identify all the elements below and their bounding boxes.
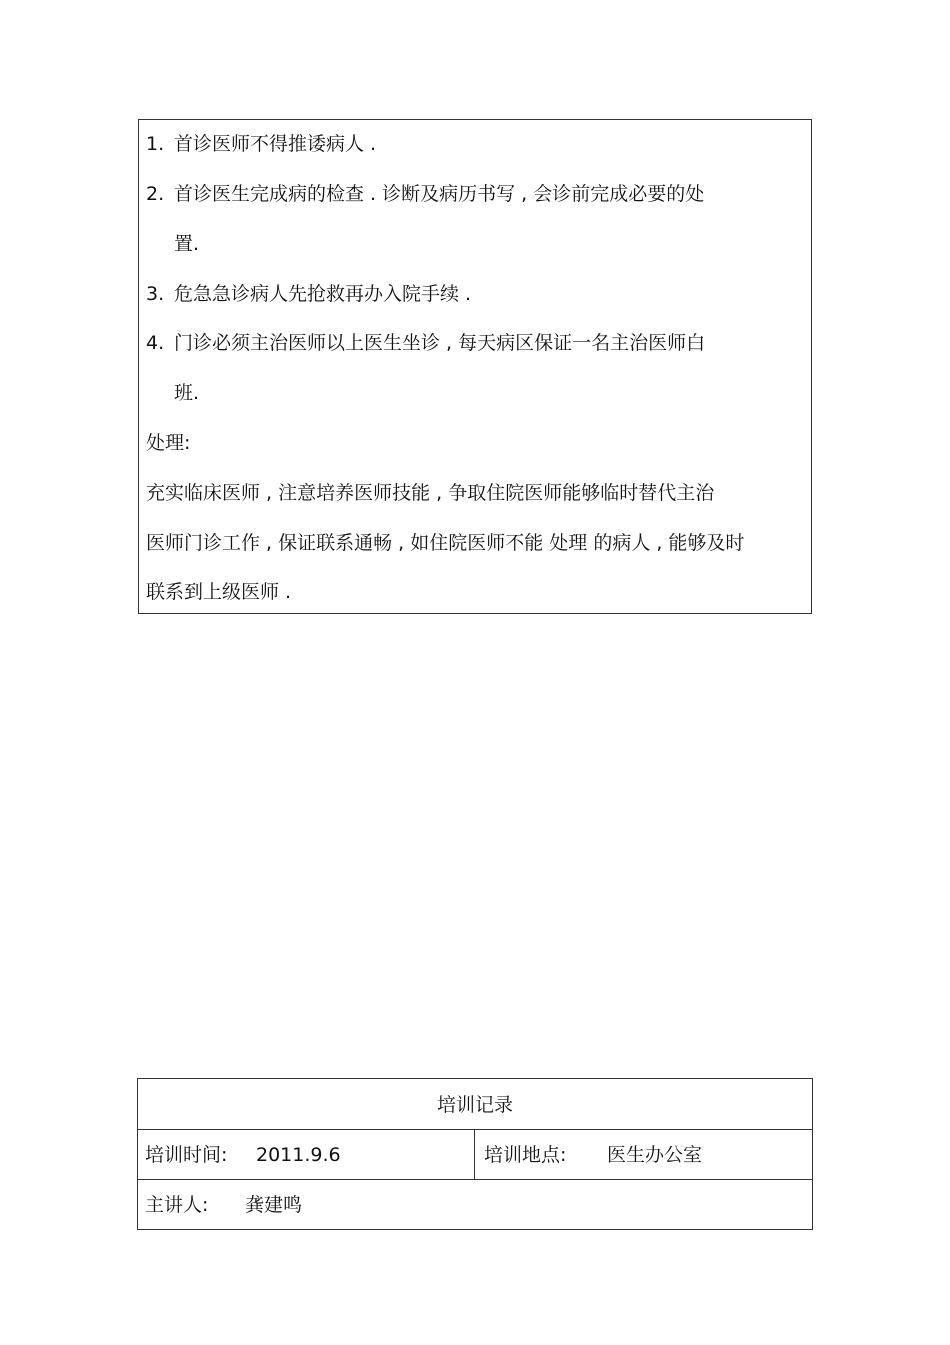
rule-number: 3. (146, 283, 165, 305)
handling-line: 联系到上级医师 . (146, 581, 292, 603)
speaker-value: 龚建鸣 (245, 1194, 303, 1216)
training-speaker-row (138, 1180, 812, 1229)
speaker-label: 主讲人: (145, 1194, 209, 1216)
rule-number: 4. (146, 332, 165, 354)
training-place-value: 医生办公室 (607, 1144, 703, 1166)
handling-line: 充实临床医师 , 注意培养医师技能 , 争取住院医师能够临时替代主治 (146, 482, 715, 504)
rule-number: 2. (146, 183, 165, 205)
rule-text: 首诊医师不得推诿病人 . (174, 133, 377, 155)
training-time-label: 培训时间: (145, 1144, 228, 1166)
rule-item-2 (146, 182, 704, 206)
rule-number: 1. (146, 133, 165, 155)
rule-text: 首诊医生完成病的检查 . 诊断及病历书写 , 会诊前完成必要的处 (174, 183, 705, 205)
rules-box (138, 119, 812, 614)
rule-item-2-cont: 置. (174, 233, 200, 255)
training-title: 培训记录 (436, 1094, 513, 1116)
rule-text: 门诊必须主治医师以上医生坐诊 , 每天病区保证一名主治医师白 (174, 332, 706, 354)
rule-item-4-cont: 班. (174, 382, 200, 404)
training-title-row (138, 1079, 812, 1130)
training-record-table (137, 1078, 813, 1230)
training-time-place-row (138, 1130, 812, 1180)
rule-text: 危急急诊病人先抢救再办入院手续 . (174, 283, 472, 305)
rule-item-1 (146, 132, 376, 156)
cell-divider (474, 1130, 475, 1179)
handling-line: 医师门诊工作 , 保证联系通畅 , 如住院医师不能 处理 的病人 , 能够及时 (146, 532, 745, 554)
rule-item-4 (146, 331, 705, 355)
training-time-value: 2011.9.6 (256, 1144, 341, 1166)
training-place-label: 培训地点: (484, 1144, 567, 1166)
handling-label: 处理: (146, 432, 191, 454)
rule-item-3 (146, 282, 471, 306)
